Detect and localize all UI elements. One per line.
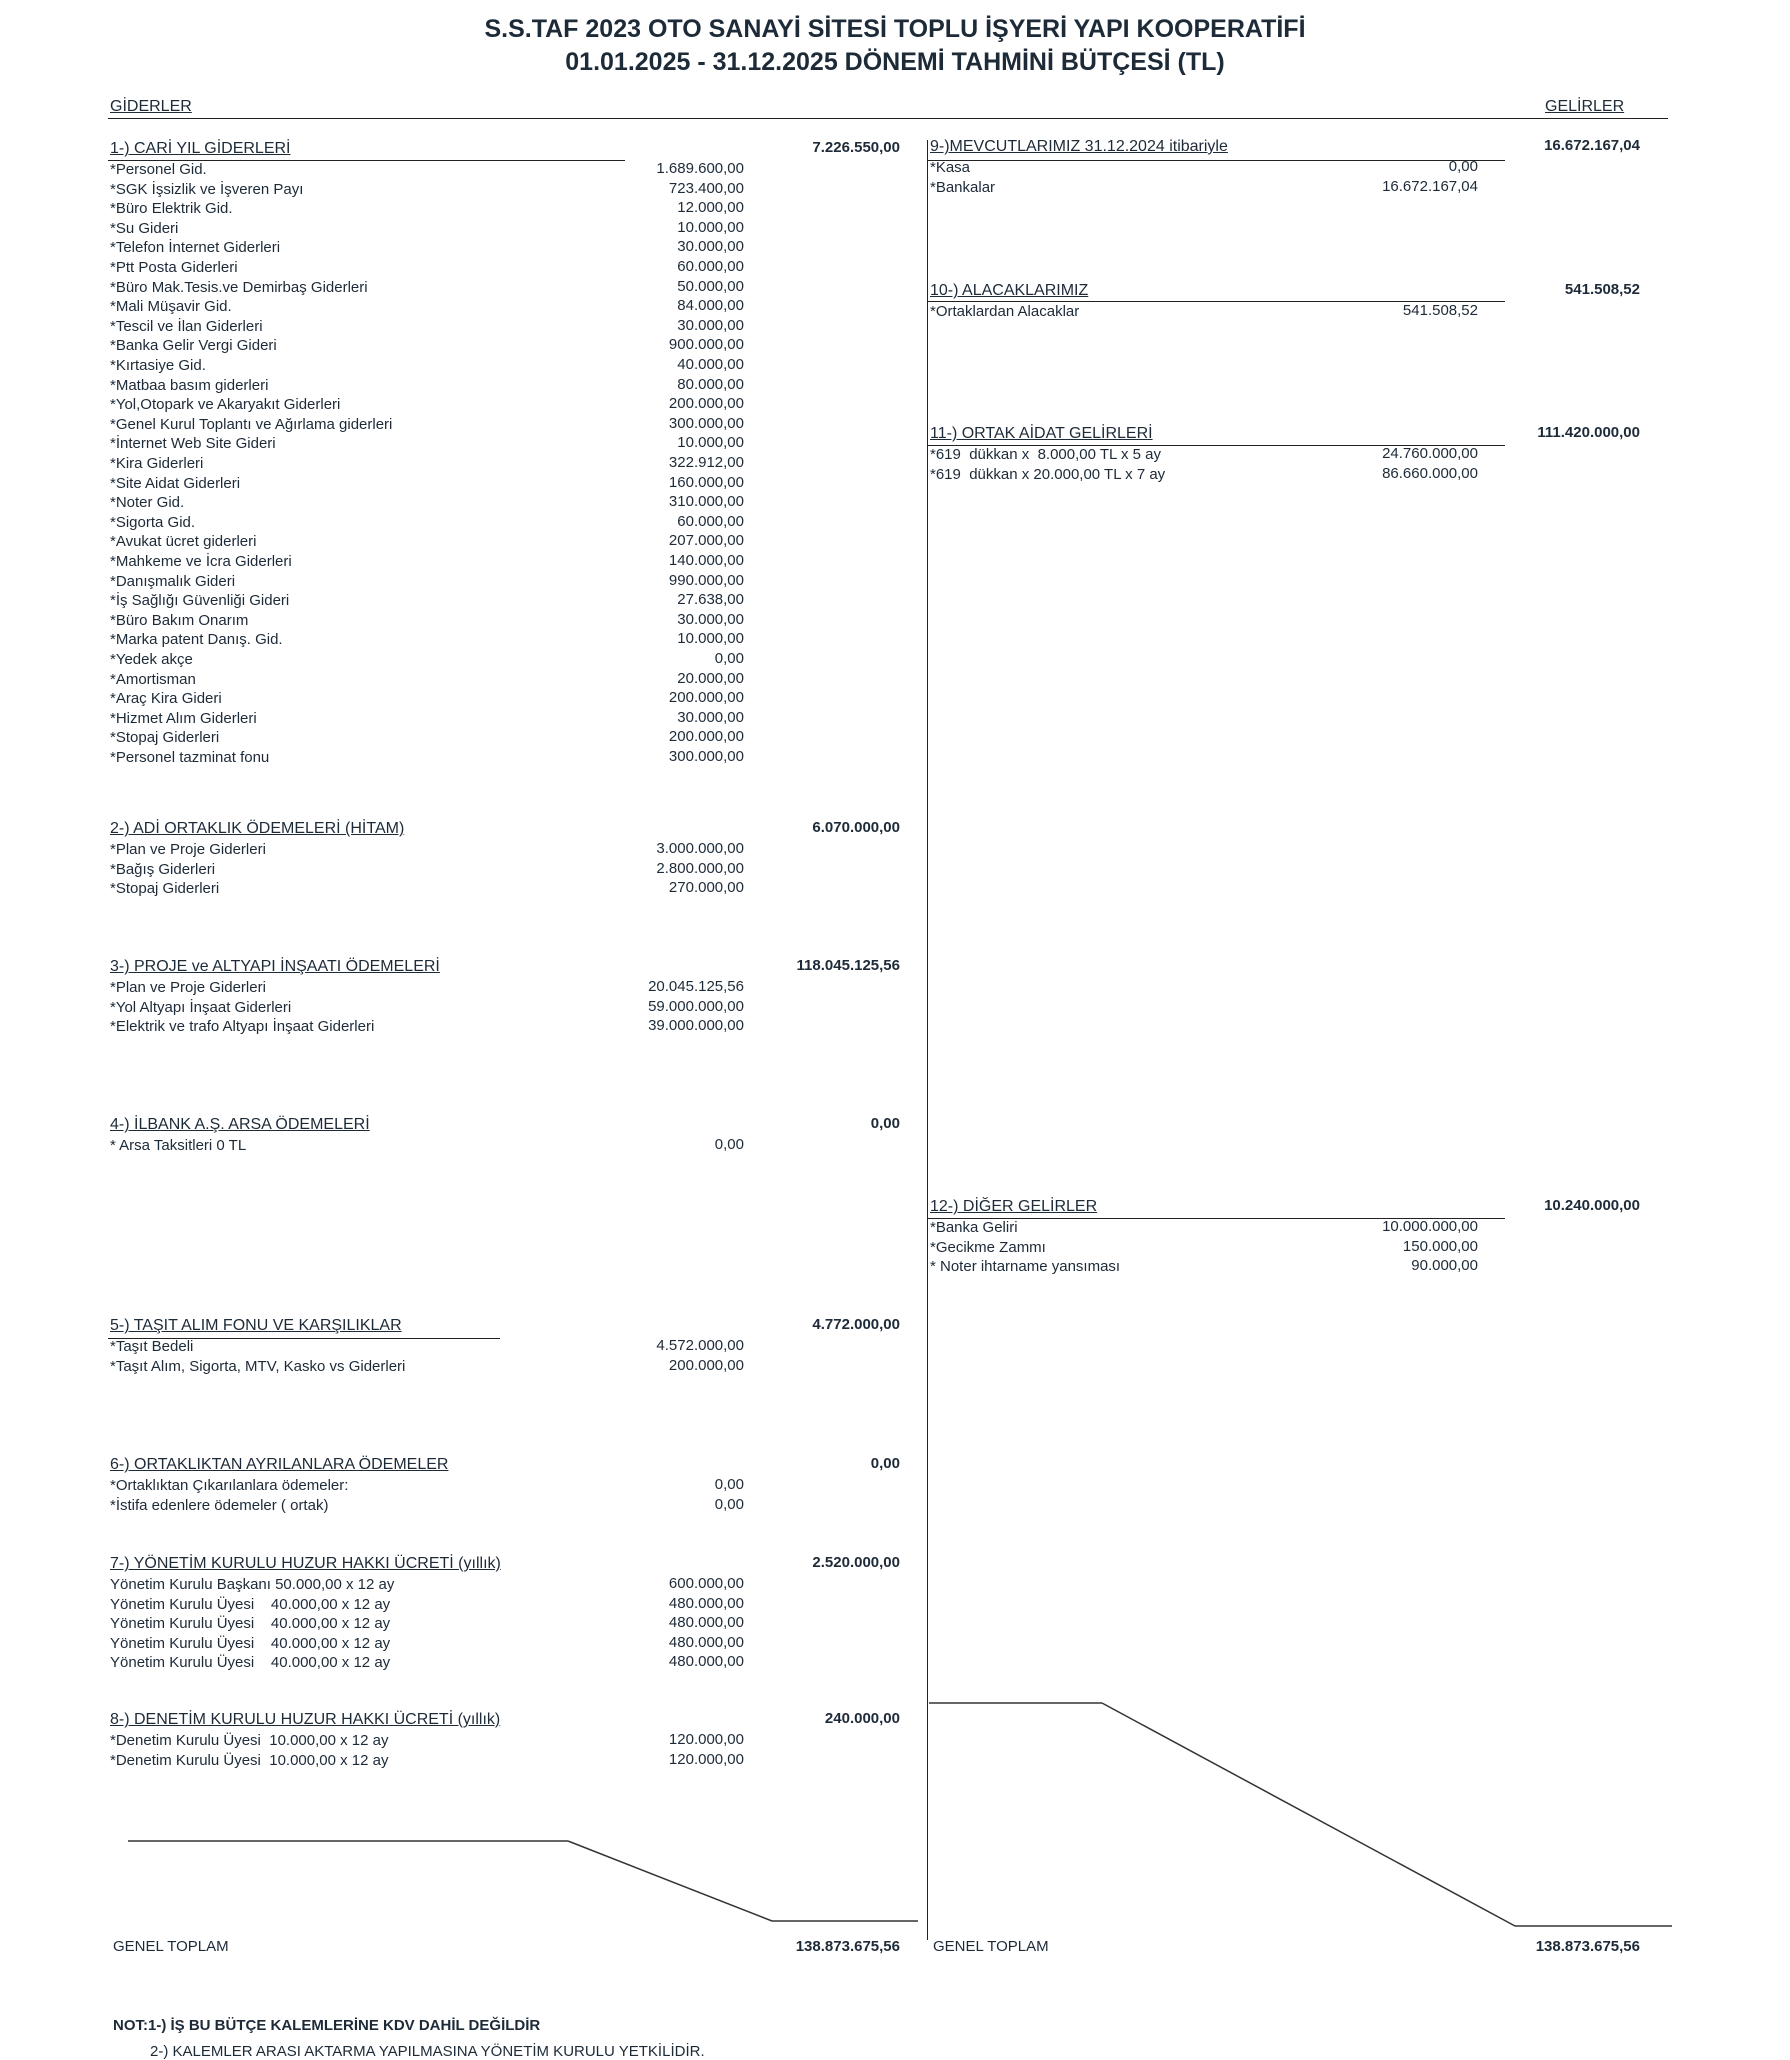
income-item-label: *Kasa: [930, 159, 971, 176]
expense-item-label: *Yol,Otopark ve Akaryakıt Giderleri: [110, 396, 341, 414]
expense-item-label: *Yol Altyapı İnşaat Giderleri: [110, 998, 292, 1016]
income-item-label: *619 dükkan x 20.000,00 TL x 7 ay: [930, 465, 1166, 483]
expense-item-value: 200.000,00: [668, 395, 744, 413]
expense-section-total: 4.772.000,00: [812, 1316, 900, 1333]
expense-item-label: *Ptt Posta Giderleri: [110, 259, 238, 276]
expense-item-label: Yönetim Kurulu Başkanı 50.000,00 x 12 ay: [110, 1576, 395, 1593]
income-item-value: 0,00: [1448, 158, 1478, 175]
expense-item-label: Yönetim Kurulu Üyesi 40.000,00 x 12 ay: [110, 1595, 391, 1613]
left-grand-total-label: GENEL TOPLAM: [113, 1938, 229, 1955]
income-item-label: * Noter ihtarname yansıması: [930, 1258, 1121, 1276]
expense-item-label: *Matbaa basım giderleri: [110, 376, 269, 394]
income-item-value: 86.660.000,00: [1382, 464, 1478, 482]
expense-item-value: 0,00: [714, 1476, 744, 1493]
expense-item-label: *Yedek akçe: [110, 651, 193, 668]
expense-item-value: 200.000,00: [668, 1356, 744, 1374]
expense-item-value: 480.000,00: [668, 1614, 744, 1632]
expense-item-value: 480.000,00: [668, 1594, 744, 1612]
expense-item-value: 2.800.000,00: [656, 859, 744, 877]
expense-section-title: 2-) ADİ ORTAKLIK ÖDEMELERİ (HİTAM): [110, 820, 405, 837]
expense-item-label: *Bağış Giderleri: [110, 860, 216, 878]
expense-item-label: *Stopaj Giderleri: [110, 880, 220, 898]
expense-section-title: 7-) YÖNETİM KURULU HUZUR HAKKI ÜCRETİ (yıllık): [110, 1555, 501, 1572]
expense-item-value: 480.000,00: [668, 1633, 744, 1651]
income-item-value: 90.000,00: [1411, 1257, 1478, 1275]
expense-section-title: 6-) ORTAKLIKTAN AYRILANLARA ÖDEMELER: [110, 1456, 449, 1473]
expense-item-value: 4.572.000,00: [656, 1337, 744, 1354]
expense-item-label: *Sigorta Gid.: [110, 513, 196, 531]
expense-item-label: *Banka Gelir Vergi Gideri: [110, 337, 277, 355]
expense-item-value: 10.000,00: [677, 630, 744, 648]
expense-item-value: 322.912,00: [668, 454, 744, 471]
expense-section-title: 5-) TAŞIT ALIM FONU VE KARŞILIKLAR: [110, 1317, 402, 1334]
expense-item-value: 1.689.600,00: [656, 160, 744, 177]
expense-item-value: 480.000,00: [668, 1653, 744, 1671]
expense-item-value: 120.000,00: [668, 1750, 744, 1768]
expense-item-value: 12.000,00: [677, 199, 744, 217]
expense-item-label: *Elektrik ve trafo Altyapı İnşaat Giderleri: [110, 1018, 375, 1036]
document-title-line2: 01.01.2025 - 31.12.2025 DÖNEMİ TAHMİNİ BÜTÇESİ (TL): [565, 48, 1225, 76]
income-section-total: 10.240.000,00: [1544, 1197, 1640, 1214]
expense-item-label: *Plan ve Proje Giderleri: [110, 841, 266, 858]
income-item-label: *Bankalar: [930, 178, 996, 196]
expense-item-label: Yönetim Kurulu Üyesi 40.000,00 x 12 ay: [110, 1615, 391, 1633]
expense-item-value: 0,00: [714, 1495, 744, 1513]
expense-item-label: Yönetim Kurulu Üyesi 40.000,00 x 12 ay: [110, 1634, 391, 1652]
expense-item-label: *Büro Mak.Tesis.ve Demirbaş Giderleri: [110, 278, 368, 296]
expense-section-total: 7.226.550,00: [812, 139, 900, 156]
income-section-title: 11-) ORTAK AİDAT GELİRLERİ: [930, 425, 1153, 442]
expense-item-value: 80.000,00: [677, 375, 744, 393]
expense-section-total: 0,00: [870, 1115, 900, 1132]
expense-item-label: *Kırtasiye Gid.: [110, 357, 206, 374]
document-title-line1: S.S.TAF 2023 OTO SANAYİ SİTESİ TOPLU İŞYERİ YAPI KOOPERATİFİ: [484, 15, 1306, 43]
income-section-title: 9-)MEVCUTLARIMIZ 31.12.2024 itibariyle: [930, 138, 1228, 155]
expense-item-label: *Site Aidat Giderleri: [110, 474, 241, 492]
income-item-label: *Banka Geliri: [930, 1219, 1018, 1236]
expense-item-label: *Denetim Kurulu Üyesi 10.000,00 x 12 ay: [110, 1751, 389, 1769]
expense-item-value: 140.000,00: [668, 552, 744, 569]
expense-section-title: 8-) DENETİM KURULU HUZUR HAKKI ÜCRETİ (yıllık): [110, 1711, 501, 1728]
income-item-label: *Gecikme Zammı: [930, 1238, 1046, 1256]
expense-section-title: 1-) CARİ YIL GİDERLERİ: [110, 140, 291, 157]
expense-item-value: 30.000,00: [677, 238, 744, 256]
income-section-total: 16.672.167,04: [1544, 137, 1640, 154]
expense-item-label: *Genel Kurul Toplantı ve Ağırlama giderleri: [110, 415, 393, 433]
expense-item-label: *Kira Giderleri: [110, 455, 204, 472]
expense-item-label: *Denetim Kurulu Üyesi 10.000,00 x 12 ay: [110, 1732, 389, 1749]
expense-item-label: *Büro Elektrik Gid.: [110, 200, 233, 218]
expense-item-value: 3.000.000,00: [656, 840, 744, 857]
expense-item-label: *Personel Gid.: [110, 161, 207, 178]
expense-item-label: *Amortisman: [110, 670, 196, 688]
income-item-label: *Ortaklardan Alacaklar: [930, 303, 1080, 320]
expense-item-value: 300.000,00: [668, 414, 744, 432]
expense-item-label: *Avukat ücret giderleri: [110, 533, 257, 551]
expense-item-value: 60.000,00: [677, 512, 744, 530]
expense-item-label: *Personel tazminat fonu: [110, 749, 270, 766]
note-line-2: 2-) KALEMLER ARASI AKTARMA YAPILMASINA YÖNETİM KURULU YETKİLİDİR.: [150, 2043, 705, 2060]
expense-section-title: 4-) İLBANK A.Ş. ARSA ÖDEMELERİ: [110, 1116, 370, 1133]
expense-item-value: 10.000,00: [677, 218, 744, 236]
expense-item-label: *İş Sağlığı Güvenliği Gideri: [110, 592, 290, 610]
expense-item-value: 900.000,00: [668, 336, 744, 354]
expense-item-label: *Stopaj Giderleri: [110, 729, 220, 747]
expense-item-value: 600.000,00: [668, 1575, 744, 1592]
incomes-header: GELİRLER: [1545, 98, 1625, 115]
expense-item-value: 160.000,00: [668, 473, 744, 491]
expense-item-label: Yönetim Kurulu Üyesi 40.000,00 x 12 ay: [110, 1654, 391, 1672]
expense-item-value: 0,00: [714, 1136, 744, 1153]
income-section-title: 10-) ALACAKLARIMIZ: [930, 282, 1089, 299]
expense-item-label: *SGK İşsizlik ve İşveren Payı: [110, 180, 304, 198]
expense-item-value: 120.000,00: [668, 1731, 744, 1748]
income-item-value: 24.760.000,00: [1382, 445, 1478, 462]
expense-section-title: 3-) PROJE ve ALTYAPI İNŞAATI ÖDEMELERİ: [110, 958, 440, 975]
expense-item-value: 39.000.000,00: [648, 1017, 744, 1035]
expense-item-label: *Telefon İnternet Giderleri: [110, 239, 281, 257]
income-item-value: 16.672.167,04: [1382, 177, 1478, 195]
expense-section-total: 2.520.000,00: [812, 1554, 900, 1571]
expense-item-label: *Taşıt Alım, Sigorta, MTV, Kasko vs Giderleri: [110, 1357, 406, 1375]
expense-item-value: 30.000,00: [677, 316, 744, 334]
expense-item-value: 60.000,00: [677, 258, 744, 275]
expense-item-value: 59.000.000,00: [648, 997, 744, 1015]
expense-item-label: *Ortaklıktan Çıkarılanlara ödemeler:: [110, 1477, 349, 1494]
expense-item-value: 20.045.125,56: [648, 978, 744, 995]
expense-item-value: 20.000,00: [677, 669, 744, 687]
expense-item-label: *Su Gideri: [110, 219, 179, 237]
expense-item-label: * Arsa Taksitleri 0 TL: [110, 1137, 247, 1154]
expense-item-label: *Marka patent Danış. Gid.: [110, 631, 283, 649]
expense-item-value: 300.000,00: [668, 748, 744, 765]
expense-section-total: 240.000,00: [824, 1710, 900, 1727]
expense-item-label: *Danışmalık Gideri: [110, 572, 236, 590]
expense-item-value: 723.400,00: [668, 179, 744, 197]
expense-item-value: 84.000,00: [677, 297, 744, 315]
expense-item-value: 10.000,00: [677, 434, 744, 452]
note-line-1: NOT:1-) İŞ BU BÜTÇE KALEMLERİNE KDV DAHİL DEĞİLDİR: [113, 2017, 541, 2034]
income-section-total: 541.508,52: [1564, 281, 1640, 298]
expense-item-label: *Araç Kira Gideri: [110, 690, 222, 708]
expense-item-label: *Noter Gid.: [110, 494, 185, 512]
expense-item-value: 30.000,00: [677, 610, 744, 628]
expense-item-value: 30.000,00: [677, 708, 744, 726]
expense-item-label: *Plan ve Proje Giderleri: [110, 979, 266, 996]
expenses-header: GİDERLER: [110, 98, 192, 115]
expense-item-label: *Mali Müşavir Gid.: [110, 298, 232, 316]
right-grand-total-label: GENEL TOPLAM: [933, 1938, 1049, 1955]
income-item-value: 150.000,00: [1402, 1237, 1478, 1255]
expense-item-value: 270.000,00: [668, 879, 744, 897]
expense-item-label: *Taşıt Bedeli: [110, 1338, 194, 1355]
expense-item-value: 207.000,00: [668, 532, 744, 550]
left-grand-total-value: 138.873.675,56: [795, 1938, 900, 1955]
expense-item-value: 200.000,00: [668, 728, 744, 746]
expense-item-label: *İnternet Web Site Gideri: [110, 435, 276, 453]
expense-item-value: 200.000,00: [668, 689, 744, 707]
expense-item-value: 27.638,00: [677, 591, 744, 609]
expense-item-label: *Büro Bakım Onarım: [110, 611, 249, 629]
expense-item-label: *Tescil ve İlan Giderleri: [110, 317, 263, 335]
expense-item-value: 50.000,00: [677, 277, 744, 295]
expense-item-label: *Hizmet Alım Giderleri: [110, 709, 257, 727]
income-item-value: 541.508,52: [1402, 302, 1478, 319]
expense-item-value: 40.000,00: [677, 356, 744, 373]
expense-section-total: 6.070.000,00: [812, 819, 900, 836]
expense-item-value: 310.000,00: [668, 493, 744, 511]
income-section-total: 111.420.000,00: [1537, 424, 1640, 441]
expense-item-label: *Mahkeme ve İcra Giderleri: [110, 553, 292, 570]
income-item-label: *619 dükkan x 8.000,00 TL x 5 ay: [930, 446, 1161, 463]
expense-item-value: 0,00: [714, 650, 744, 667]
right-grand-total-value: 138.873.675,56: [1535, 1938, 1640, 1955]
income-section-title: 12-) DİĞER GELİRLER: [930, 1198, 1098, 1215]
expense-item-label: *İstifa edenlere ödemeler ( ortak): [110, 1496, 329, 1514]
income-item-value: 10.000.000,00: [1382, 1218, 1478, 1235]
expense-section-total: 118.045.125,56: [796, 957, 900, 974]
expense-section-total: 0,00: [870, 1455, 900, 1472]
expense-item-value: 990.000,00: [668, 571, 744, 589]
